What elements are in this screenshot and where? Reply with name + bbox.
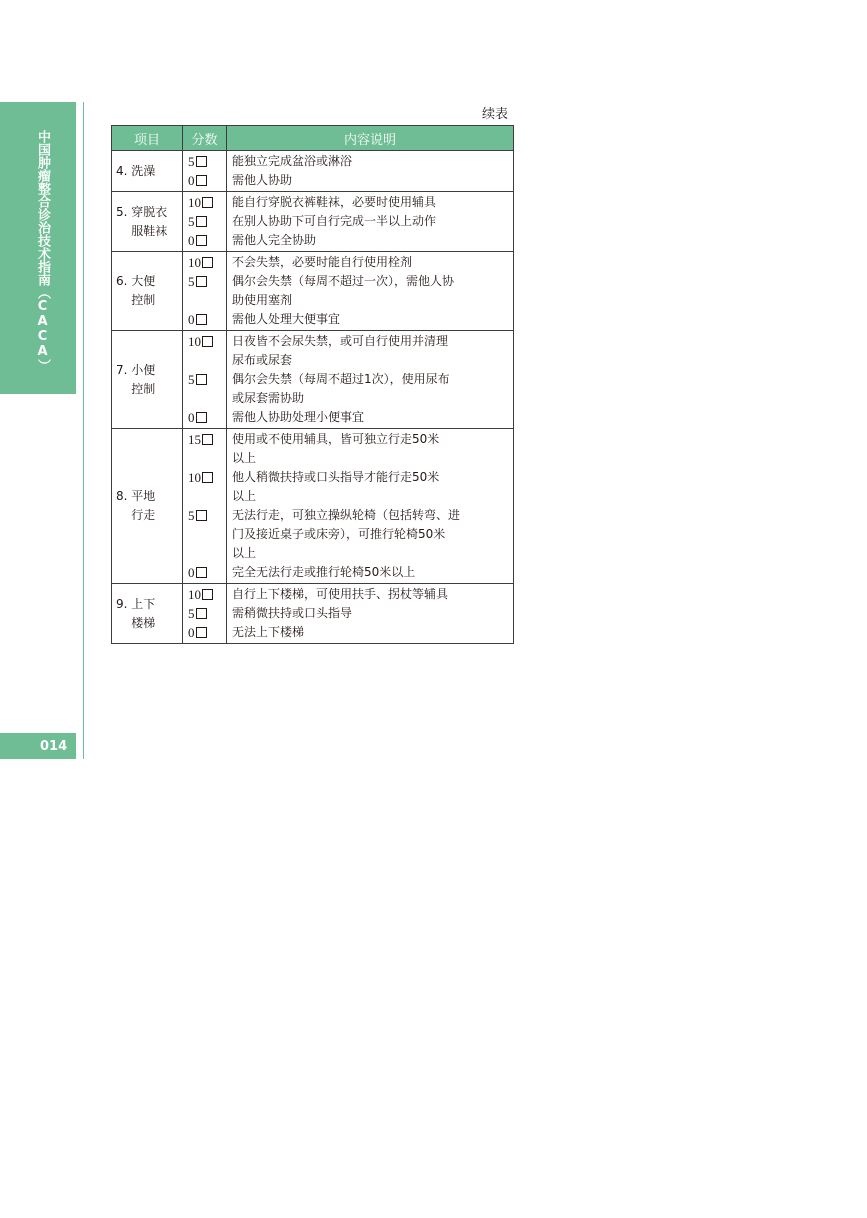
- description-line: 尿布或尿套: [232, 353, 293, 367]
- header-item: 项目: [112, 126, 183, 151]
- score-option: [188, 430, 226, 449]
- score-option: [188, 468, 226, 487]
- score-option: [188, 506, 226, 525]
- item-cell: [112, 151, 183, 192]
- assessment-table: [111, 125, 514, 644]
- description-cell: [227, 429, 514, 584]
- description-cell: [227, 584, 514, 644]
- score-value: 0: [188, 173, 195, 188]
- score-option: [188, 623, 226, 642]
- score-value: 0: [188, 410, 195, 425]
- score-value: 5: [188, 214, 195, 229]
- description-line: 无法行走，可独立操纵轮椅（包括转弯、进: [232, 508, 461, 522]
- item-label: [116, 272, 155, 310]
- checkbox-square-icon: [202, 336, 213, 347]
- score-value: 0: [188, 565, 195, 580]
- table-row: [112, 151, 514, 192]
- checkbox-square-icon: [196, 374, 207, 385]
- checkbox-square-icon: [196, 276, 207, 287]
- item-cell: [112, 192, 183, 252]
- description-line: 不会失禁，必要时能自行使用栓剂: [232, 255, 413, 269]
- page-number: 014: [40, 739, 68, 754]
- score-option: [188, 604, 226, 623]
- score-value: 10: [188, 587, 201, 602]
- score-value: 5: [188, 274, 195, 289]
- item-label: [116, 203, 167, 241]
- checkbox-square-icon: [202, 197, 213, 208]
- item-label: [116, 361, 155, 399]
- item-label-line: 8. 平地: [116, 489, 156, 503]
- score-option: [188, 193, 226, 212]
- checkbox-square-icon: [202, 257, 213, 268]
- score-value: 5: [188, 508, 195, 523]
- item-label-line: 行走: [131, 508, 156, 522]
- item-label: [116, 162, 155, 181]
- score-spacer: [188, 487, 226, 506]
- item-label-line: 楼梯: [131, 615, 156, 630]
- description-line: 使用或不使用辅具，皆可独立行走50米: [232, 432, 440, 446]
- description-line: 需他人协助: [232, 173, 293, 187]
- item-label: [116, 595, 155, 633]
- item-cell: [112, 331, 183, 429]
- score-value: 15: [188, 432, 201, 447]
- item-label-line: 9. 上下: [116, 596, 156, 611]
- score-option: [188, 231, 226, 250]
- description-line: 能自行穿脱衣裤鞋袜，必要时使用辅具: [232, 195, 437, 209]
- description-cell: [227, 151, 514, 192]
- item-label-line: 6. 大便: [116, 274, 156, 288]
- score-value: 0: [188, 312, 195, 327]
- checkbox-square-icon: [196, 175, 207, 186]
- score-cell: [183, 151, 227, 192]
- table-row: [112, 331, 514, 429]
- score-option: [188, 310, 226, 329]
- description-line: 需他人完全协助: [232, 233, 317, 247]
- checkbox-square-icon: [202, 589, 213, 600]
- description-line: 偶尔会失禁（每周不超过一次），需他人协: [232, 274, 455, 288]
- score-cell: [183, 584, 227, 644]
- checkbox-square-icon: [196, 156, 207, 167]
- description-cell: [227, 252, 514, 331]
- checkbox-square-icon: [196, 412, 207, 423]
- description-line: 助使用塞剂: [232, 293, 293, 307]
- score-value: 10: [188, 195, 201, 210]
- item-cell: [112, 252, 183, 331]
- item-cell: [112, 429, 183, 584]
- description-line: 需他人处理大便事宜: [232, 312, 341, 326]
- score-option: [188, 563, 226, 582]
- score-option: [188, 272, 226, 291]
- item-label-line: 5. 穿脱衣: [116, 204, 168, 219]
- score-spacer: [188, 449, 226, 468]
- description-cell: [227, 192, 514, 252]
- description-line: 以上: [232, 546, 257, 560]
- checkbox-square-icon: [196, 216, 207, 227]
- description-line: 完全无法行走或推行轮椅50米以上: [232, 565, 416, 579]
- score-option: [188, 370, 226, 389]
- score-value: 0: [188, 233, 195, 248]
- checkbox-square-icon: [196, 510, 207, 521]
- score-option: [188, 212, 226, 231]
- score-value: 0: [188, 625, 195, 640]
- header-score: 分数: [183, 126, 227, 151]
- table-row: [112, 192, 514, 252]
- score-cell: [183, 331, 227, 429]
- description-line: 或尿套需协助: [232, 391, 305, 405]
- table-row: [112, 584, 514, 644]
- description-line: 他人稍微扶持或口头指导才能行走50米: [232, 470, 440, 484]
- score-value: 5: [188, 606, 195, 621]
- description-line: 无法上下楼梯: [232, 625, 305, 639]
- table-continued-label: 续表: [482, 107, 509, 122]
- score-cell: [183, 252, 227, 331]
- checkbox-square-icon: [196, 235, 207, 246]
- score-option: [188, 408, 226, 427]
- checkbox-square-icon: [196, 567, 207, 578]
- checkbox-square-icon: [196, 608, 207, 619]
- sidebar-title: 中国肿瘤整合诊治技术指南（CACA）: [35, 130, 50, 372]
- checkbox-square-icon: [196, 627, 207, 638]
- table-header-row: [112, 126, 514, 151]
- score-option: [188, 253, 226, 272]
- description-line: 以上: [232, 451, 257, 465]
- description-line: 日夜皆不会尿失禁，或可自行使用并清理: [232, 334, 449, 348]
- score-option: [188, 171, 226, 190]
- description-line: 门及接近桌子或床旁），可推行轮椅50米: [232, 527, 446, 541]
- score-option: [188, 332, 226, 351]
- description-line: 在别人协助下可自行完成一半以上动作: [232, 214, 437, 228]
- item-label-line: 控制: [131, 381, 156, 396]
- margin-rule: [83, 102, 84, 759]
- description-line: 需稍微扶持或口头指导: [232, 606, 353, 620]
- score-cell: [183, 429, 227, 584]
- score-option: [188, 585, 226, 604]
- item-label-line: 服鞋袜: [131, 223, 168, 238]
- item-label-line: 7. 小便: [116, 362, 156, 377]
- description-line: 需他人协助处理小便事宜: [232, 410, 365, 424]
- description-line: 能独立完成盆浴或淋浴: [232, 154, 353, 168]
- score-spacer: [188, 544, 226, 563]
- table-row: [112, 429, 514, 584]
- checkbox-square-icon: [196, 314, 207, 325]
- item-cell: [112, 584, 183, 644]
- description-cell: [227, 331, 514, 429]
- description-line: 偶尔会失禁（每周不超过1次），使用尿布: [232, 372, 450, 386]
- description-line: 以上: [232, 489, 257, 503]
- table-body: [112, 151, 514, 644]
- score-value: 5: [188, 372, 195, 387]
- score-value: 10: [188, 255, 201, 270]
- score-spacer: [188, 291, 226, 310]
- header-description: 内容说明: [227, 126, 514, 151]
- score-cell: [183, 192, 227, 252]
- score-spacer: [188, 525, 226, 544]
- score-spacer: [188, 389, 226, 408]
- score-value: 10: [188, 470, 201, 485]
- item-label-line: 控制: [131, 293, 156, 307]
- table-row: [112, 252, 514, 331]
- score-value: 5: [188, 154, 195, 169]
- description-line: 自行上下楼梯，可使用扶手、拐杖等辅具: [232, 587, 449, 601]
- item-label-line: 4. 洗澡: [116, 163, 156, 178]
- score-option: [188, 152, 226, 171]
- score-spacer: [188, 351, 226, 370]
- item-label: [116, 487, 155, 525]
- checkbox-square-icon: [202, 472, 213, 483]
- checkbox-square-icon: [202, 434, 213, 445]
- score-value: 10: [188, 334, 201, 349]
